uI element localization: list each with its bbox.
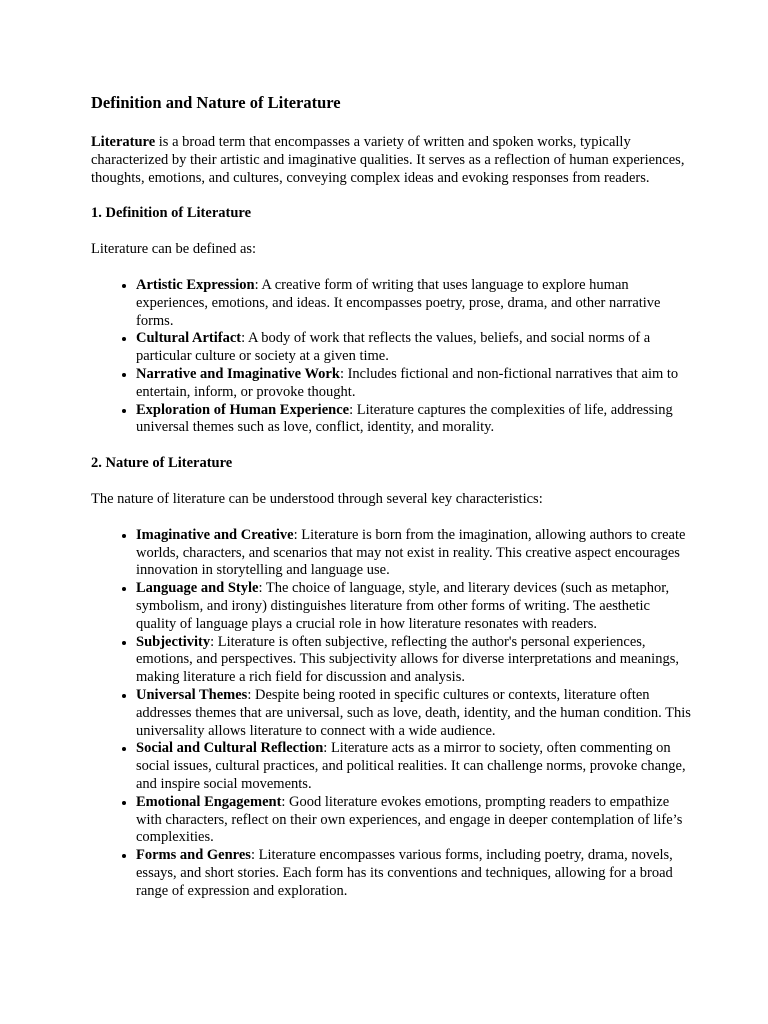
- list-item-term: Subjectivity: [136, 633, 211, 650]
- list-item-text: : A body of work that reflects the values, beliefs, and social norms of a particular culture or society at a given time.: [136, 330, 651, 365]
- list-item-term: Exploration of Human Experience: [136, 401, 350, 418]
- section-heading-definition: 1. Definition of Literature: [91, 205, 252, 222]
- list-item-term: Narrative and Imaginative Work: [136, 365, 340, 382]
- list-item-text: : Literature encompasses various forms, including poetry, drama, novels, essays, and short stories. Each form has its conventions and techniques, allowing for a broad range of expression and exploration.: [136, 847, 673, 899]
- list-item: [136, 794, 691, 847]
- list-item: [136, 366, 691, 402]
- list-item-text: : Literature acts as a mirror to society, often commenting on social issues, cultural practices, and political realities. It can challenge norms, provoke change, and inspire social movements.: [136, 740, 686, 792]
- intro-paragraph: [91, 134, 691, 187]
- document-title: Definition and Nature of Literature: [91, 93, 341, 112]
- definition-list: [91, 277, 691, 437]
- document-page: [91, 93, 691, 918]
- list-item-text: : Includes fictional and non-fictional narratives that aim to entertain, inform, or provoke thought.: [136, 365, 679, 400]
- list-item: [136, 740, 691, 793]
- list-item: [136, 847, 691, 900]
- list-item-term: Forms and Genres: [136, 847, 251, 864]
- list-item: [136, 527, 691, 580]
- list-item: [136, 277, 691, 330]
- list-item: [136, 402, 691, 438]
- list-item-text: : Good literature evokes emotions, prompting readers to empathize with characters, reflect on their own experiences, and engage in deeper contemplation of life’s complexities.: [136, 793, 683, 846]
- characteristics-list: [91, 527, 691, 901]
- list-item-text: : Literature captures the complexities of life, addressing universal themes such as love, conflict, identity, and morality.: [136, 401, 673, 436]
- list-item-term: Universal Themes: [136, 686, 248, 703]
- intro-text: is a broad term that encompasses a variety of written and spoken works, typically characterized by their artistic and imaginative qualities. It serves as a reflection of human experiences, thoughts, emotions, and cultures, conveying complex ideas and evoking responses from readers.: [91, 134, 685, 186]
- list-item-term: Emotional Engagement: [136, 793, 282, 810]
- list-item-text: : The choice of language, style, and literary devices (such as metaphor, symbolism, and irony) distinguishes literature from other forms of writing. The aesthetic quality of language plays a crucial role in how literature resonates with readers.: [136, 580, 670, 632]
- list-item-term: Social and Cultural Reflection: [136, 740, 324, 757]
- list-item-text: : A creative form of writing that uses language to explore human experiences, emotions, and ideas. It encompasses poetry, prose, drama, and other narrative forms.: [136, 276, 661, 329]
- list-item-text: : Literature is often subjective, reflecting the author's personal experiences, emotions, and perspectives. This subjectivity allows for diverse interpretations and meanings, making literature a rich field for discussion and analysis.: [136, 633, 679, 686]
- list-item-term: Language and Style: [136, 580, 259, 597]
- list-item-term: Imaginative and Creative: [136, 526, 294, 543]
- intro-term: Literature: [91, 134, 156, 150]
- list-item-text: : Literature is born from the imagination, allowing authors to create worlds, characters, and scenarios that may not exist in reality. This creative aspect encourages innovation in storytelling and language use.: [136, 526, 686, 579]
- list-item-term: Cultural Artifact: [136, 330, 242, 347]
- list-item: [136, 687, 691, 740]
- list-item: [136, 634, 691, 687]
- list-item: [136, 580, 691, 633]
- section-lead-definition: Literature can be defined as:: [91, 241, 257, 258]
- section-lead-nature: The nature of literature can be understood through several key characteristics:: [91, 490, 543, 507]
- list-item-term: Artistic Expression: [136, 276, 255, 293]
- list-item-text: : Despite being rooted in specific cultures or contexts, literature often addresses themes that are universal, such as love, death, identity, and the human condition. This universality allows literature to connect with a wide audience.: [136, 686, 691, 739]
- section-heading-nature: 2. Nature of Literature: [91, 455, 233, 472]
- list-item: [136, 330, 691, 366]
